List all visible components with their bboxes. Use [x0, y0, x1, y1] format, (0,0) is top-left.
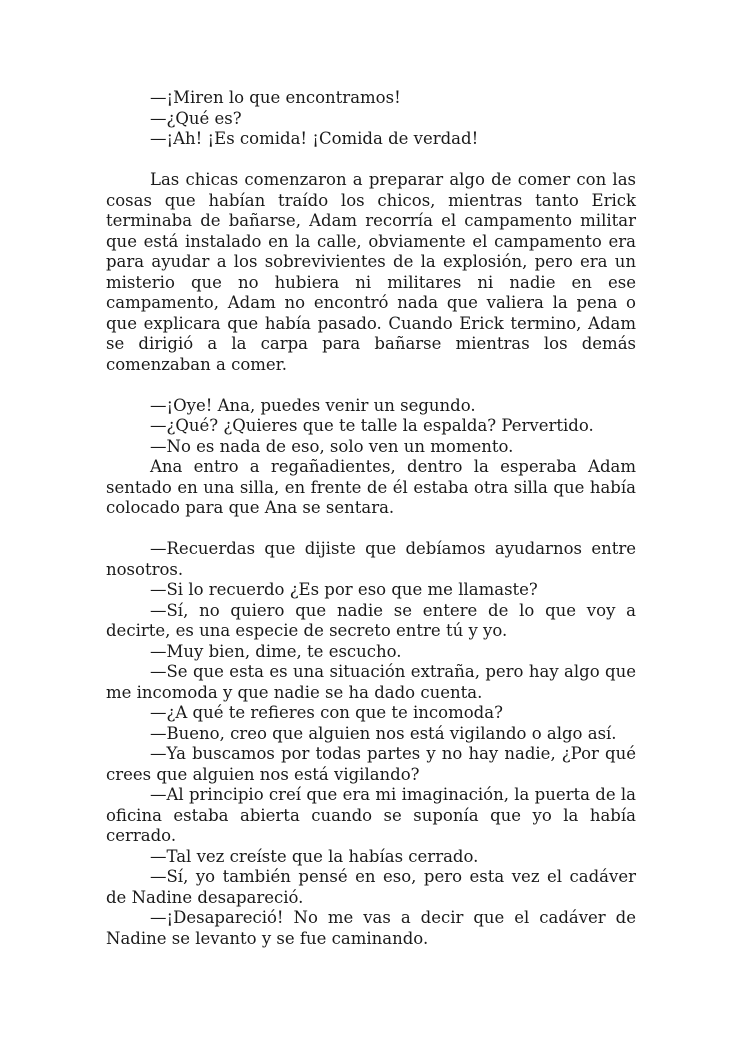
- dialogue-line: —Se que esta es una situación extraña, pero hay algo que me incomoda y que nadie se ha dado cuenta.: [106, 662, 636, 702]
- narrative-paragraph: Las chicas comenzaron a preparar algo de comer con las cosas que habían traído los chicos, mientras tanto Erick terminaba de bañarse, Adam recorría el campamento militar que está instalado en la calle, obviamente el campamento era para ayudar a los sobrevivientes de la explosión, pero era un misterio que no hubiera ni militares ni nadie en ese campamento, Adam no encontró nada que valiera la pena o que explicara que había pasado. Cuando Erick termino, Adam se dirigió a la carpa para bañarse mientras los demás comenzaban a comer.: [106, 170, 636, 374]
- dialogue-line: —¿Qué? ¿Quieres que te talle la espalda? Pervertido.: [150, 416, 594, 435]
- dialogue-line: —Bueno, creo que alguien nos está vigilando o algo así.: [150, 723, 617, 743]
- dialogue-line: —Al principio creí que era mi imaginación, la puerta de la oficina estaba abierta cuando se suponía que yo la había cerrado.: [106, 785, 636, 845]
- dialogue-line: —¡Oye! Ana, puedes venir un segundo.: [150, 395, 476, 415]
- dialogue-line: —Sí, yo también pensé en eso, pero esta vez el cadáver de Nadine desapareció.: [106, 867, 636, 907]
- dialogue-line: —No es nada de eso, solo ven un momento.: [150, 436, 514, 456]
- dialogue-line: —Recuerdas que dijiste que debíamos ayudarnos entre nosotros.: [106, 539, 636, 579]
- dialogue-line: —¡Desapareció! No me vas a decir que el cadáver de Nadine se levanto y se fue caminando.: [106, 908, 636, 948]
- dialogue-line: —Sí, no quiero que nadie se entere de lo que voy a decirte, es una especie de secreto entre tú y yo.: [106, 600, 636, 640]
- dialogue-line: —¿Qué es?: [150, 108, 242, 128]
- dialogue-line: —¿A qué te refieres con que te incomoda?: [150, 703, 503, 722]
- dialogue-line: —Muy bien, dime, te escucho.: [150, 641, 402, 661]
- dialogue-line: —Si lo recuerdo ¿Es por eso que me llamaste?: [150, 580, 538, 599]
- narrative-paragraph: Ana entro a regañadientes, dentro la esperaba Adam sentado en una silla, en frente de él estaba otra silla que había colocado para que Ana se sentara.: [106, 457, 636, 517]
- dialogue-line: —Tal vez creíste que la habías cerrado.: [150, 846, 479, 866]
- dialogue-line: —¡Miren lo que encontramos!: [150, 88, 401, 107]
- dialogue-line: —¡Ah! ¡Es comida! ¡Comida de verdad!: [150, 129, 479, 148]
- dialogue-line: —Ya buscamos por todas partes y no hay nadie, ¿Por qué crees que alguien nos está vigilando?: [106, 744, 636, 784]
- body-text: [106, 88, 636, 949]
